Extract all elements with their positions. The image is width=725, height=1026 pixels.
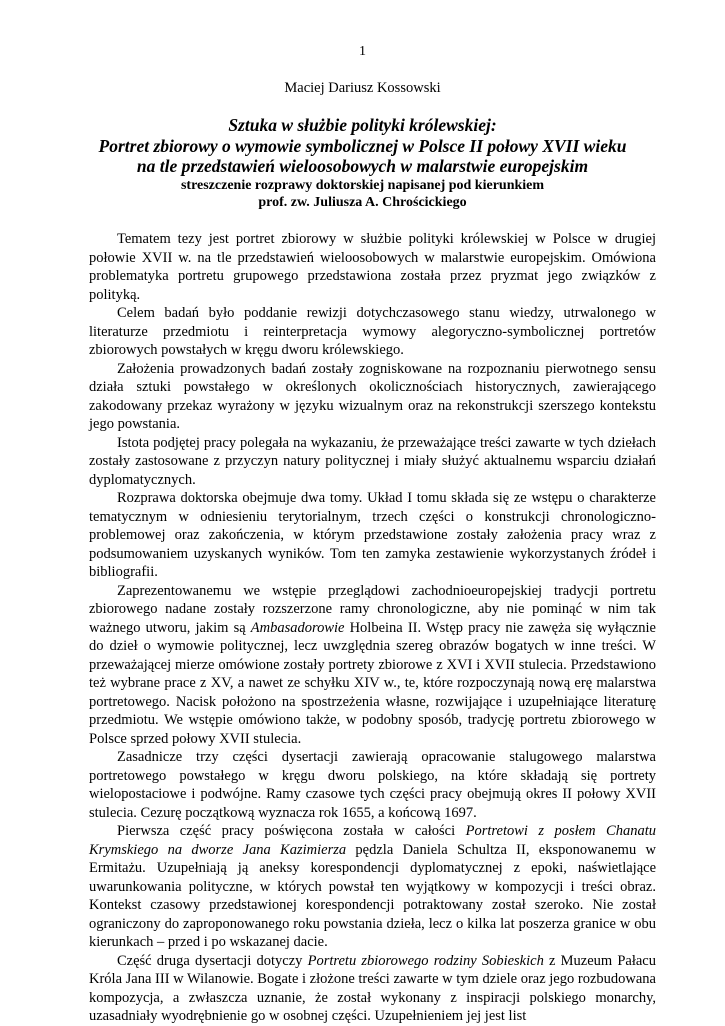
paragraph xyxy=(89,304,656,360)
italic-title-text: Portretu zbiorowego rodziny Sobieskich xyxy=(307,952,544,969)
paragraph-text: Celem badań było poddanie rewizji dotychczasowego stanu wiedzy, utrwalonego w literaturze przedmiotu i reinterpretacja wymowy alegoryczno-symbolicznej portretów zbiorowych powstałych w kręgu dworu królewskiego. xyxy=(89,305,656,358)
paragraph-text: Holbeina II. Wstęp pracy nie zawęża się wyłącznie do dzieł o wymowie politycznej, lecz uwzględnia szereg obrazów bogatych w inne treści. W przeważającej mierze omówione zostały portrety zbiorowe z XVI i XVII stulecia. Przedstawiono też wybrane prace z XV, a nawet ze schyłku XIV w., te, które rozpoczynają nową erę malarstwa portretowego. Nacisk położono na spostrzeżenia własne, rozwijające i uzupełniające literaturę przedmiotu. We wstępie omówiono także, w podobny sposób, tradycję portretu zbiorowego w Polsce sprzed połowy XVII stulecia. xyxy=(89,619,656,747)
paragraph-text: Zaprezentowanemu we wstępie przeglądowi zachodnioeuropejskiej tradycji portretu zbiorowego nadane zostały rozszerzone ramy chronologiczne, aby nie pominąć w nim tak ważnego utworu, jakim są xyxy=(89,582,656,636)
paragraph xyxy=(89,822,656,952)
body-text xyxy=(89,230,656,1026)
paragraph xyxy=(89,434,656,490)
paragraph-text: Tematem tezy jest portret zbiorowy w służbie polityki królewskiej w Polsce w drugiej połowie XVII w. na tle przedstawień wieloosobowych w malarstwie europejskim. Omówiona problematyka portretu grupowego przedstawiona została przez pryzmat jego związków z polityką. xyxy=(89,231,656,303)
paragraph xyxy=(89,582,656,749)
paragraph xyxy=(89,489,656,582)
paragraph-text: Zasadnicze trzy części dysertacji zawierają opracowanie stalugowego malarstwa portretowego powstałego w kręgu dworu polskiego, na które składają się portrety wielopostaciowe i podwójne. Ramy czasowe tych części pracy obejmują okres II połowy XVII stulecia. Cezurę początkową wyznacza rok 1655, a końcową 1697. xyxy=(89,749,656,821)
italic-title-text: Ambasadorowie xyxy=(250,619,345,636)
paragraph-text: Pierwsza część pracy poświęcona została w całości xyxy=(117,823,466,839)
paragraph-text: Istota podjętej pracy polegała na wykazaniu, że przeważające treści zawarte w tych dziełach zostały zastosowane z przyczyn natury politycznej i miały służyć aktualnemu wsparciu działań dyplomatycznych. xyxy=(89,434,656,488)
paragraph-text: z Muzeum Pałacu Króla Jana III w Wilanowie. Bogate i złożone treści zawarte w tym dziele oraz jego rozbudowana kompozycja, a zwłaszcza uznanie, że został wykonany z inspiracji polskiego monarchy, uzasadniały wyodrębnienie go w osobnej części. Uzupełnieniem jej jest list xyxy=(89,952,656,1024)
paragraph-text: Założenia prowadzonych badań zostały zogniskowane na rozpoznaniu pierwotnego sensu działa sztuki powstałego w określonych okolicznościach historycznych, zawierającego zakodowany przekaz wyrażony w języku wizualnym oraz na rekonstrukcji szerszego kontekstu jego powstania. xyxy=(89,360,656,432)
page-number: 1 xyxy=(359,44,366,59)
paragraph xyxy=(89,952,656,1026)
subtitle-line: prof. zw. Juliusza A. Chrościckiego xyxy=(258,195,467,210)
italic-title-text: Portretowi z posłem Chanatu Krymskiego na dworze Jana Kazimierza xyxy=(89,823,656,858)
title-line: na tle przedstawień wieloosobowych w malarstwie europejskim xyxy=(136,156,589,176)
paragraph-text: pędzla Daniela Schultza II, eksponowanemu w Ermitażu. Uzupełniają ją aneksy korespondencji dyplomatycznej z epoki, naświetlające uwarunkowania polityczne, w których powstał ten wyjątkowy w kompozycji i treści obraz. Kontekst czasowy przedstawionej korespondencji potraktowany został szeroko. Nie został ograniczony do zaproponowanego roku powstania dzieła, lecz o kilka lat poszerza granice w obu kierunkach – przed i po wskazanej dacie. xyxy=(89,841,656,950)
paragraph-text: Część druga dysertacji dotyczy xyxy=(117,952,308,969)
title-line: Sztuka w służbie polityki królewskiej: xyxy=(228,115,497,135)
paragraph xyxy=(89,360,656,434)
subtitle-line: streszczenie rozprawy doktorskiej napisanej pod kierunkiem xyxy=(180,177,545,193)
paragraph xyxy=(89,748,656,822)
paragraph xyxy=(89,230,656,304)
author-name: Maciej Dariusz Kossowski xyxy=(284,80,441,96)
title-line: Portret zbiorowy o wymowie symbolicznej w Polsce II połowy XVII wieku xyxy=(98,135,627,156)
paragraph-text: Rozprawa doktorska obejmuje dwa tomy. Układ I tomu składa się ze wstępu o charakterze tematycznym w odniesieniu terytorialnym, trzech części o konstrukcji chronologiczno-problemowej oraz zakończenia, w którym przedstawione zostały założenia pracy wraz z podsumowaniem uzyskanych wyników. Tom ten zamyka zestawienie wykorzystanych źródeł i bibliografii. xyxy=(89,490,656,580)
title-block xyxy=(60,115,665,212)
